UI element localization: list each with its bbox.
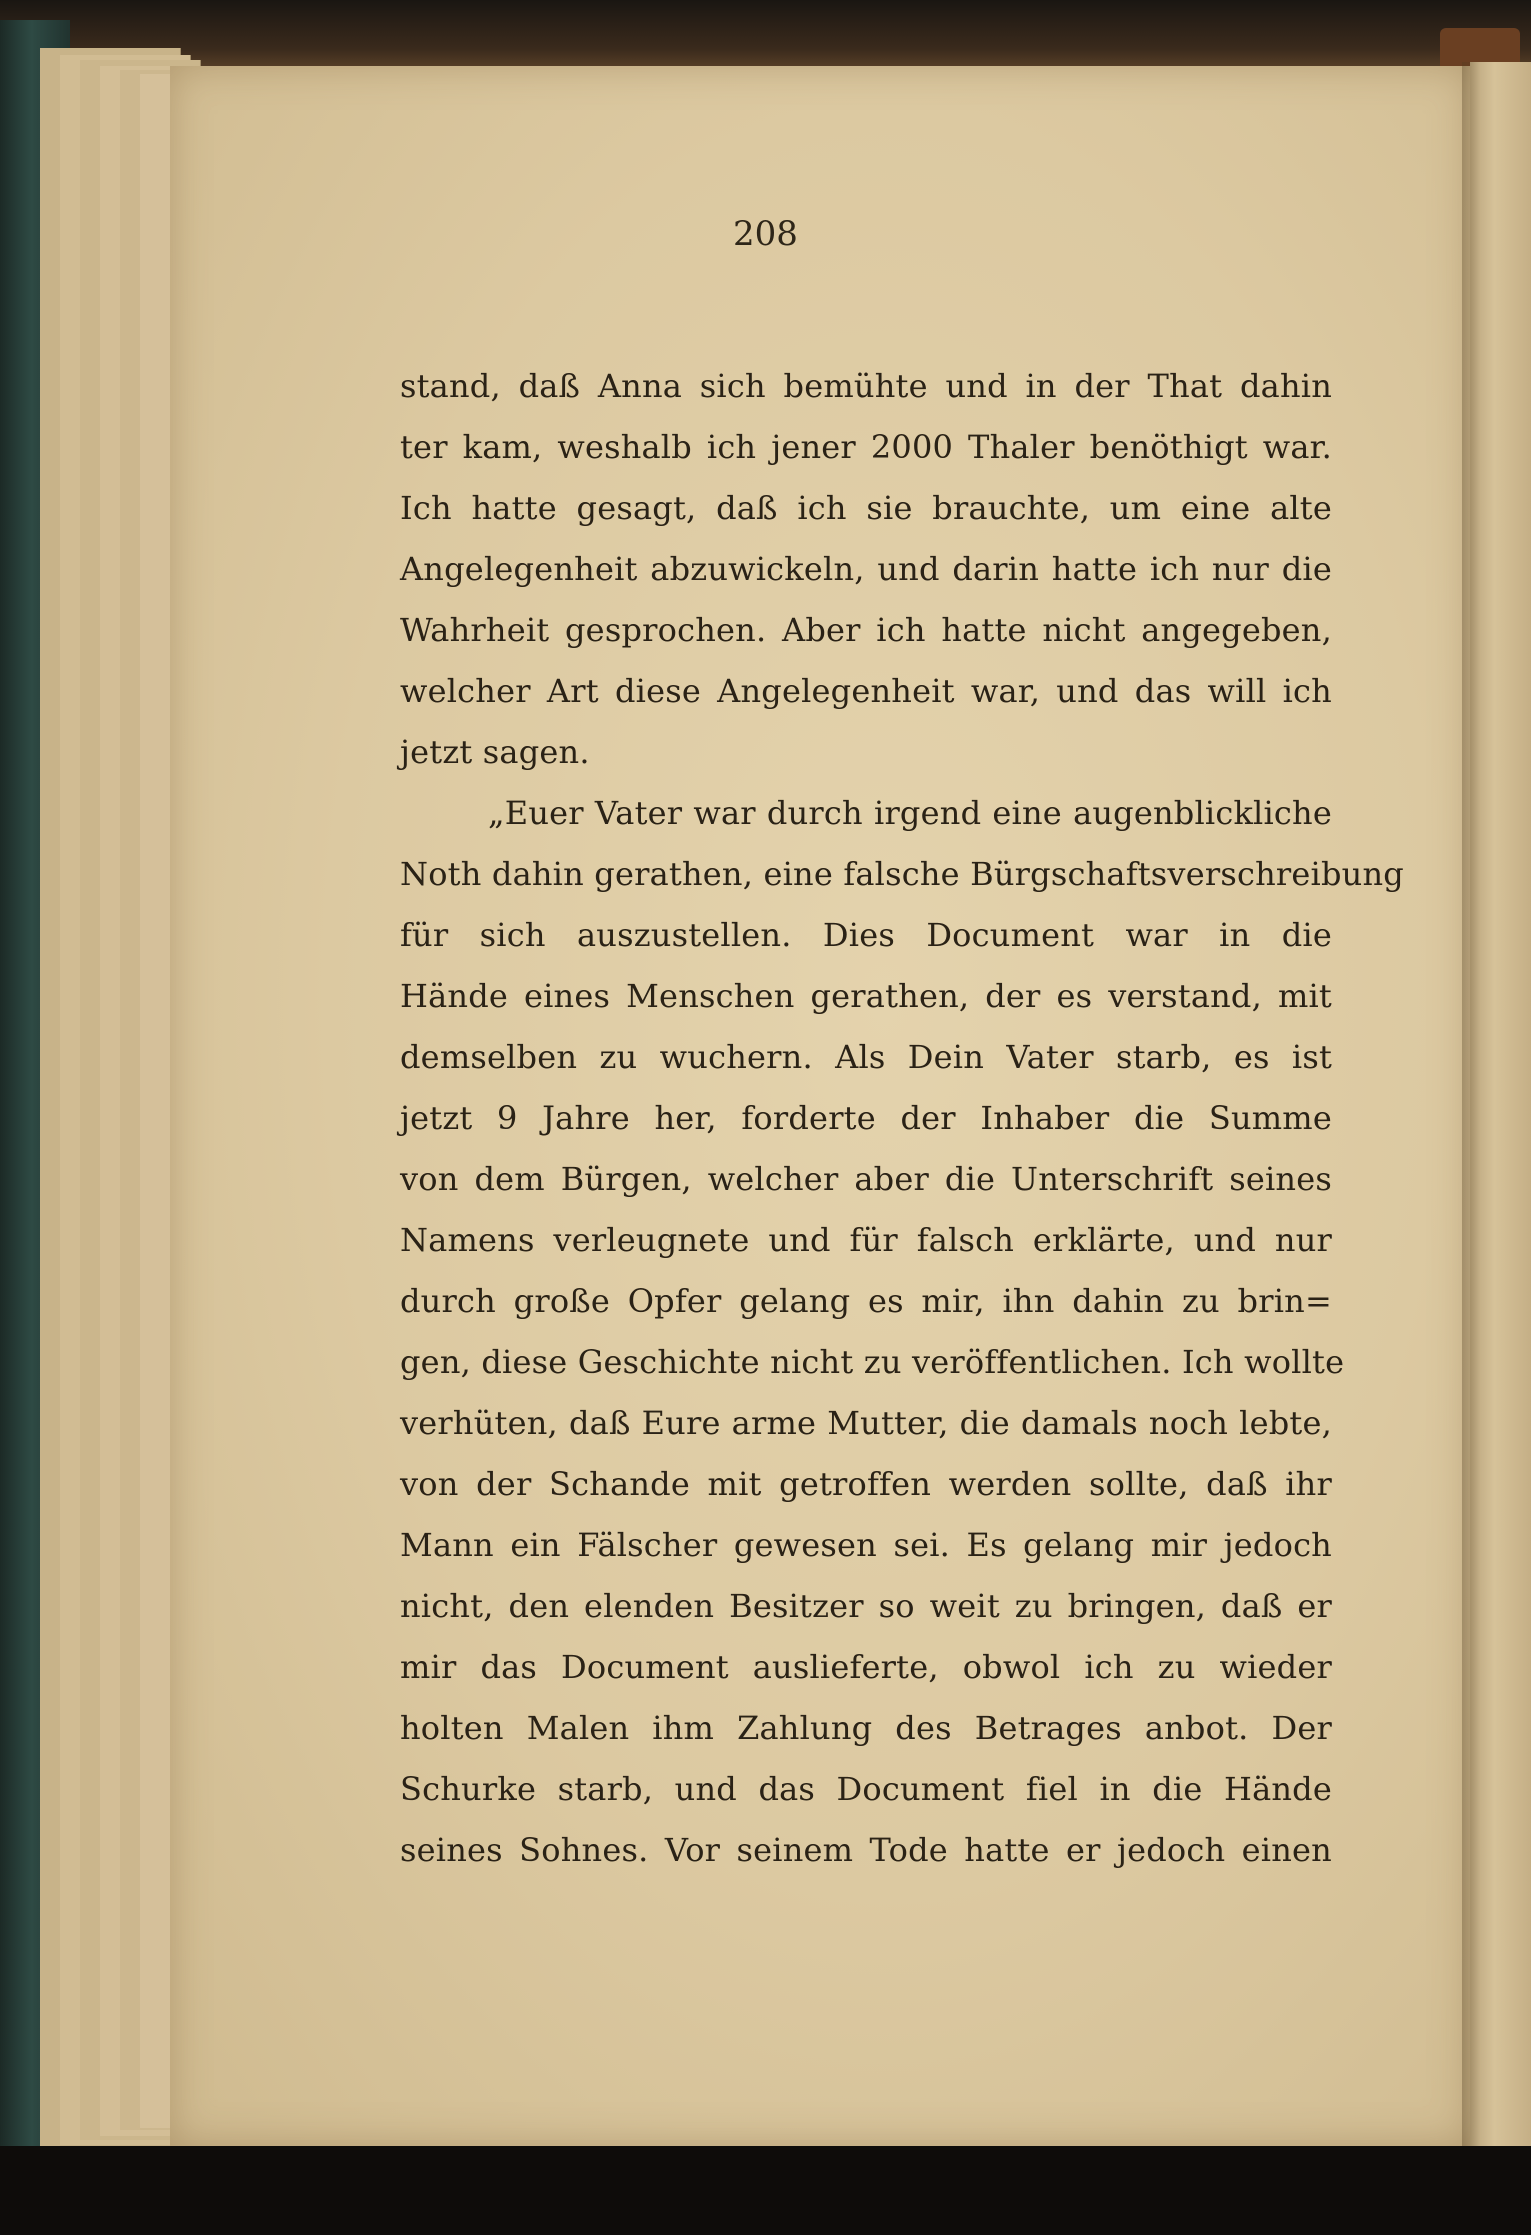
text-line: mir das Document auslieferte, obwol ich zu wieder — [400, 1648, 1332, 1686]
text-line: seines Sohnes. Vor seinem Tode hatte er jedoch einen — [400, 1831, 1332, 1869]
page-number: 208 — [733, 214, 798, 254]
text-line: Noth dahin gerathen, eine falsche Bürgschaftsverschreibung — [400, 855, 1404, 893]
text-line: für sich auszustellen. Dies Document war in die — [400, 916, 1332, 954]
text-line: von der Schande mit getroffen werden sollte, daß ihr — [400, 1465, 1332, 1503]
scan-bottom-background — [0, 2146, 1531, 2235]
text-line: von dem Bürgen, welcher aber die Unterschrift seines — [400, 1160, 1332, 1198]
gutter-shadow — [1462, 62, 1480, 2152]
text-line: stand, daß Anna sich bemühte und in der That dahin — [400, 367, 1332, 405]
text-line: durch große Opfer gelang es mir, ihn dahin zu brin= — [400, 1282, 1332, 1320]
text-line: gen, diese Geschichte nicht zu veröffentlichen. Ich wollte — [400, 1343, 1345, 1381]
text-line: verhüten, daß Eure arme Mutter, die damals noch lebte, — [400, 1404, 1332, 1442]
text-line: demselben zu wuchern. Als Dein Vater starb, es ist — [400, 1038, 1332, 1076]
text-line: nicht, den elenden Besitzer so weit zu bringen, daß er — [400, 1587, 1332, 1625]
text-line: jetzt 9 Jahre her, forderte der Inhaber die Summe — [400, 1099, 1332, 1137]
page-body-text — [400, 356, 1404, 1881]
text-line: Wahrheit gesprochen. Aber ich hatte nicht angegeben, — [400, 611, 1332, 649]
text-line: holten Malen ihm Zahlung des Betrages anbot. Der — [400, 1709, 1332, 1747]
text-line: Hände eines Menschen gerathen, der es verstand, mit — [400, 977, 1332, 1015]
text-line: „Euer Vater war durch irgend eine augenblickliche — [488, 794, 1332, 832]
text-line: welcher Art diese Angelegenheit war, und das will ich — [400, 672, 1332, 710]
text-line: jetzt sagen. — [400, 733, 590, 771]
text-line: Namens verleugnete und für falsch erklärte, und nur — [400, 1221, 1332, 1259]
text-line: Mann ein Fälscher gewesen sei. Es gelang mir jedoch — [400, 1526, 1332, 1564]
text-line: Angelegenheit abzuwickeln, und darin hatte ich nur die — [400, 550, 1332, 588]
text-line: Schurke starb, und das Document fiel in die Hände — [400, 1770, 1332, 1808]
text-line: Ich hatte gesagt, daß ich sie brauchte, um eine alte — [400, 489, 1332, 527]
text-line: ter kam, weshalb ich jener 2000 Thaler benöthigt war. — [400, 428, 1332, 466]
book-cover-top — [0, 0, 1531, 70]
